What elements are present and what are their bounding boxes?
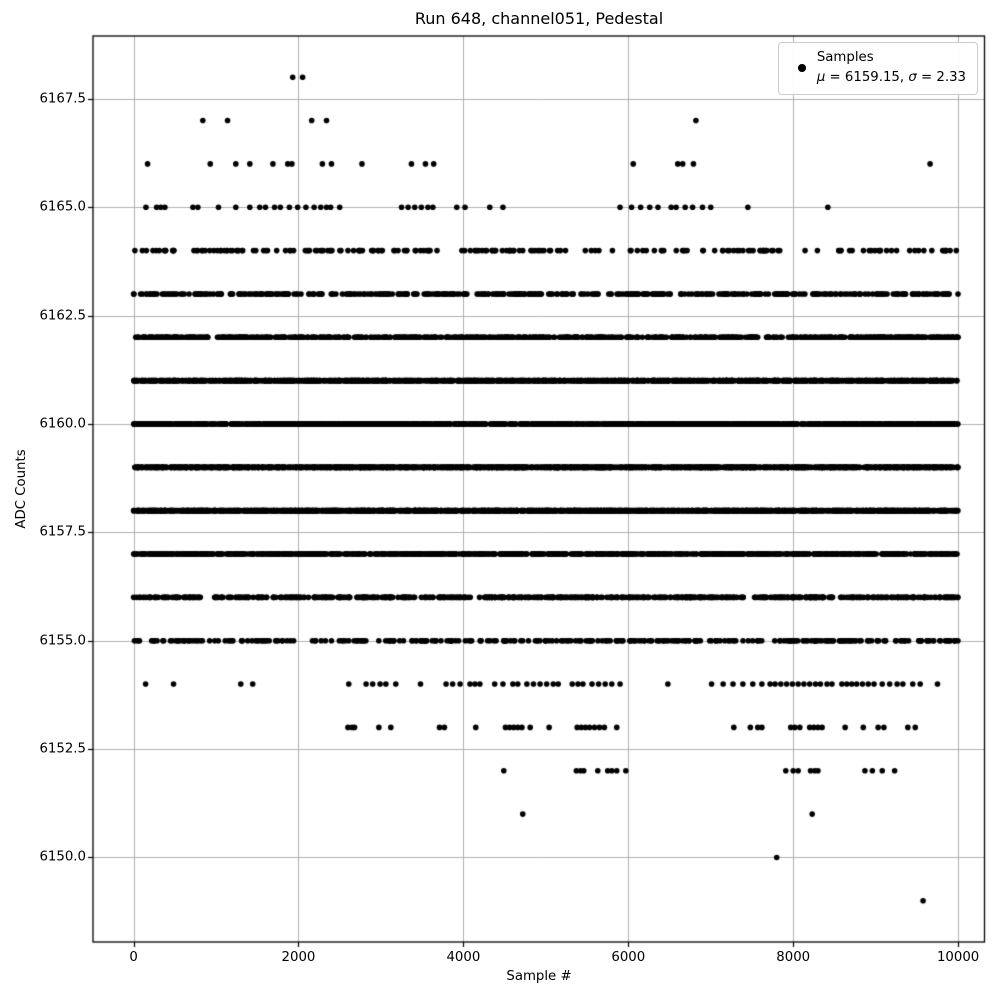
y-tick-label: 6162.5: [39, 308, 86, 324]
y-tick-label: 6165.0: [39, 199, 86, 215]
y-tick-label: 6152.5: [39, 741, 86, 757]
legend-stats: [817, 68, 966, 88]
y-tick-label: 6160.0: [39, 416, 86, 432]
y-tick-label: 6155.0: [39, 633, 86, 649]
y-tick-label: 6157.5: [39, 524, 86, 540]
legend-mu-value: = 6159.15,: [825, 69, 909, 85]
legend-sigma-value: = 2.33: [916, 69, 966, 85]
x-tick-label: 4000: [446, 950, 481, 965]
legend-marker-dot: [798, 64, 806, 72]
x-tick-label: 6000: [611, 950, 646, 965]
chart-title: Run 648, channel051, Pedestal: [414, 9, 664, 28]
y-axis-label: ADC Counts: [14, 449, 29, 529]
x-tick-label: 10000: [936, 950, 980, 965]
x-tick-label: 2000: [281, 950, 316, 965]
y-tick-label: 6150.0: [39, 849, 86, 865]
legend-marker: [787, 64, 817, 72]
x-tick-label: 0: [129, 950, 138, 965]
legend-sigma-symbol: σ: [908, 69, 917, 85]
legend-title: Samples: [816, 50, 874, 65]
legend-mu-symbol: μ: [816, 69, 826, 85]
x-axis-label: Sample #: [506, 969, 572, 984]
legend-text: [817, 48, 966, 88]
legend: [778, 42, 978, 95]
y-tick-label: 6167.5: [39, 91, 86, 107]
x-tick-label: 8000: [776, 950, 811, 965]
